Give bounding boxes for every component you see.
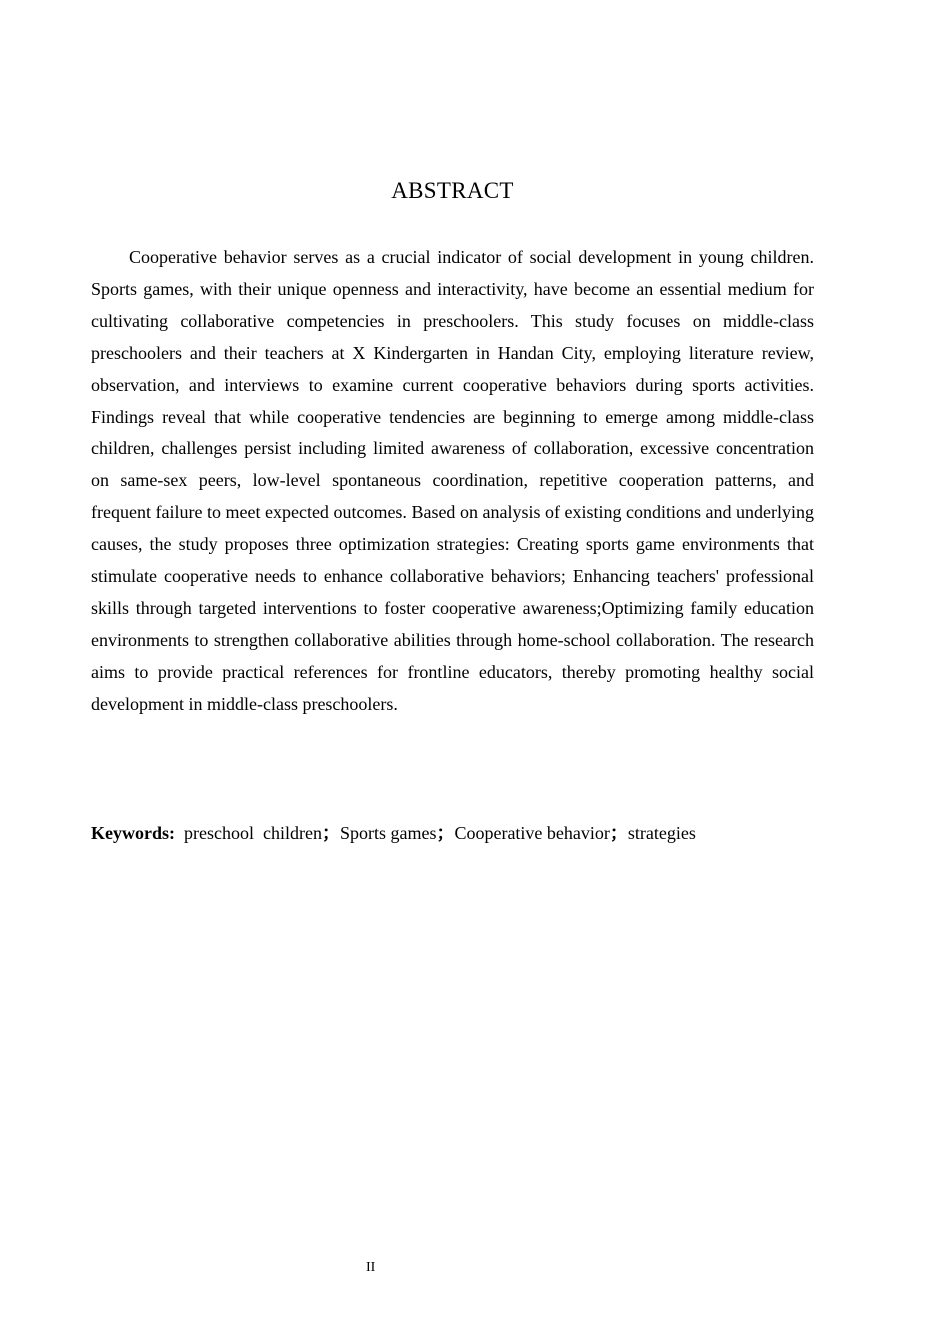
keyword-separator: ； [609,823,628,843]
keyword-item: Cooperative behavior [454,823,610,843]
keyword-item: strategies [627,823,696,843]
abstract-title: ABSTRACT [391,178,514,203]
keyword-separator: ； [321,823,340,843]
keyword-separator: ； [436,823,455,843]
keywords-label: Keywords: [91,823,175,843]
page-number: II [366,1260,376,1275]
keyword-item: preschool children [184,823,322,843]
keywords-line [91,818,814,848]
abstract-body: Cooperative behavior serves as a crucial indicator of social development in young children. Sports games, with their unique openness and interactivity, have become an essential medium for cultivating collaborative competencies in preschoolers. This study focuses on middle-class preschoolers and their teachers at X Kindergarten in Handan City, employing literature review, observation, and interviews to examine current cooperative behaviors during sports activities. Findings reveal that while cooperative tendencies are beginning to emerge among middle-class children, challenges persist including limited awareness of collaboration, excessive concentration on same-sex peers, low-level spontaneous coordination, repetitive cooperation patterns, and frequent failure to meet expected outcomes. Based on analysis of existing conditions and underlying causes, the study proposes three optimization strategies: Creating sports game environments that stimulate cooperative needs to enhance collaborative behaviors; Enhancing teachers' professional skills through targeted interventions to foster cooperative awareness;Optimizing family education environments to strengthen collaborative abilities through home-school collaboration. The research aims to provide practical references for frontline educators, thereby promoting healthy social development in middle-class preschoolers. [91,247,814,714]
keyword-item: Sports games [339,823,437,843]
